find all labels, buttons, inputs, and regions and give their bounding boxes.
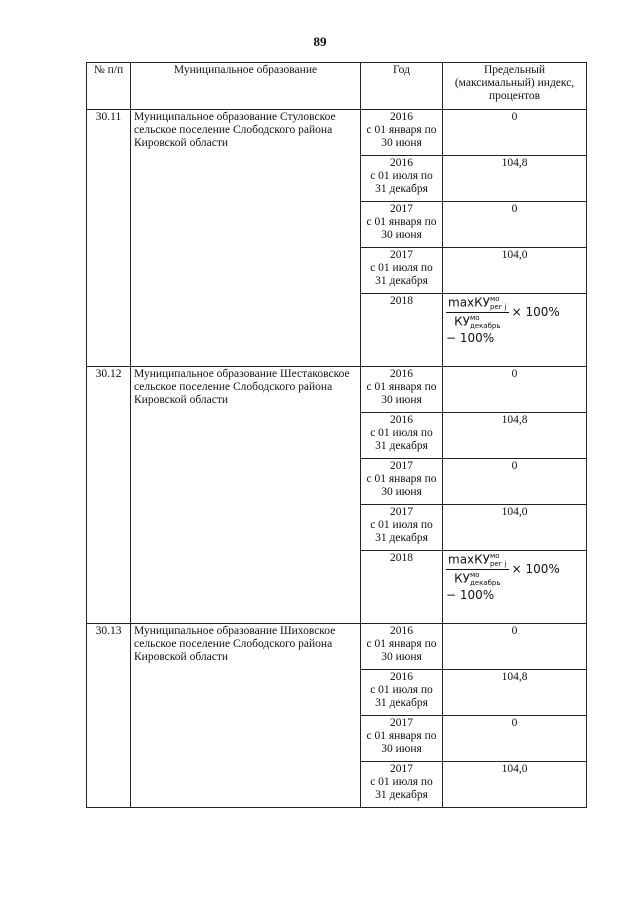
header-year: Год: [361, 63, 443, 110]
year-value: 2017: [390, 203, 413, 215]
year-cell: [361, 367, 443, 413]
index-formula: [443, 551, 587, 624]
year-cell: [361, 624, 443, 670]
table-row: [87, 110, 587, 156]
year-cell: [361, 505, 443, 551]
index-value: 0: [443, 716, 587, 762]
period-range: с 01 января по 30 июня: [366, 638, 437, 663]
year-cell: [361, 716, 443, 762]
year-cell: [361, 110, 443, 156]
year-value: 2016: [390, 157, 413, 169]
index-value: 0: [443, 110, 587, 156]
period-range: с 01 января по 30 июня: [366, 216, 437, 241]
year-value: 2018: [390, 552, 413, 564]
row-number: 30.13: [87, 624, 131, 808]
year-value: 2016: [390, 111, 413, 123]
period-range: с 01 июля по 31 декабря: [370, 427, 433, 452]
year-cell: [361, 156, 443, 202]
period-range: с 01 июля по 31 декабря: [370, 170, 433, 195]
page-number: 89: [313, 34, 327, 49]
municipality-name: Муниципальное образование Стуловское сельское поселение Слободского района Кировской области: [131, 110, 361, 367]
municipality-name: Муниципальное образование Шиховское сельское поселение Слободского района Кировской области: [131, 624, 361, 808]
index-value: 0: [443, 459, 587, 505]
formula-minus: − 100%: [446, 331, 495, 345]
year-value: 2017: [390, 717, 413, 729]
period-range: с 01 июля по 31 декабря: [370, 519, 433, 544]
year-value: 2016: [390, 414, 413, 426]
year-cell: [361, 551, 443, 624]
table-row: [87, 624, 587, 670]
year-cell: [361, 413, 443, 459]
formula-times: × 100%: [511, 562, 560, 576]
row-number: 30.12: [87, 367, 131, 624]
period-range: с 01 января по 30 июня: [366, 124, 437, 149]
year-cell: [361, 294, 443, 367]
index-value: 0: [443, 367, 587, 413]
year-cell: [361, 762, 443, 808]
year-value: 2017: [390, 249, 413, 261]
year-value: 2016: [390, 368, 413, 380]
index-value: 104,0: [443, 505, 587, 551]
period-range: с 01 января по 30 июня: [366, 730, 437, 755]
year-value: 2018: [390, 295, 413, 307]
period-range: с 01 января по 30 июня: [366, 473, 437, 498]
formula-numerator: maxКУ мо рег j: [448, 552, 507, 568]
header-num: № п/п: [87, 63, 131, 110]
index-value: 0: [443, 624, 587, 670]
year-value: 2017: [390, 460, 413, 472]
year-cell: [361, 248, 443, 294]
index-formula: [443, 294, 587, 367]
year-value: 2016: [390, 625, 413, 637]
period-range: с 01 июля по 31 декабря: [370, 262, 433, 287]
period-range: с 01 июля по 31 декабря: [370, 776, 433, 801]
year-value: 2017: [390, 763, 413, 775]
index-value: 104,8: [443, 670, 587, 716]
row-number: 30.11: [87, 110, 131, 367]
year-value: 2017: [390, 506, 413, 518]
index-value: 0: [443, 202, 587, 248]
formula-fraction: [446, 295, 509, 330]
formula-fraction: [446, 552, 509, 587]
formula-minus: − 100%: [446, 588, 495, 602]
tariff-index-table: [86, 62, 587, 808]
table-row: [87, 367, 587, 413]
formula-denominator: КУ мо декабрь: [454, 314, 501, 330]
period-range: с 01 января по 30 июня: [366, 381, 437, 406]
year-cell: [361, 202, 443, 248]
formula-times: × 100%: [511, 305, 560, 319]
formula-numerator: maxКУ мо рег j: [448, 295, 507, 311]
year-cell: [361, 670, 443, 716]
year-cell: [361, 459, 443, 505]
header-municipality: Муниципальное образование: [131, 63, 361, 110]
index-value: 104,0: [443, 248, 587, 294]
formula-denominator: КУ мо декабрь: [454, 571, 501, 587]
index-value: 104,0: [443, 762, 587, 808]
index-value: 104,8: [443, 156, 587, 202]
year-value: 2016: [390, 671, 413, 683]
period-range: с 01 июля по 31 декабря: [370, 684, 433, 709]
header-index: Предельный (максимальный) индекс, процентов: [443, 63, 587, 110]
table-header-row: [87, 63, 587, 110]
municipality-name: Муниципальное образование Шестаковское сельское поселение Слободского района Кировской области: [131, 367, 361, 624]
index-value: 104,8: [443, 413, 587, 459]
